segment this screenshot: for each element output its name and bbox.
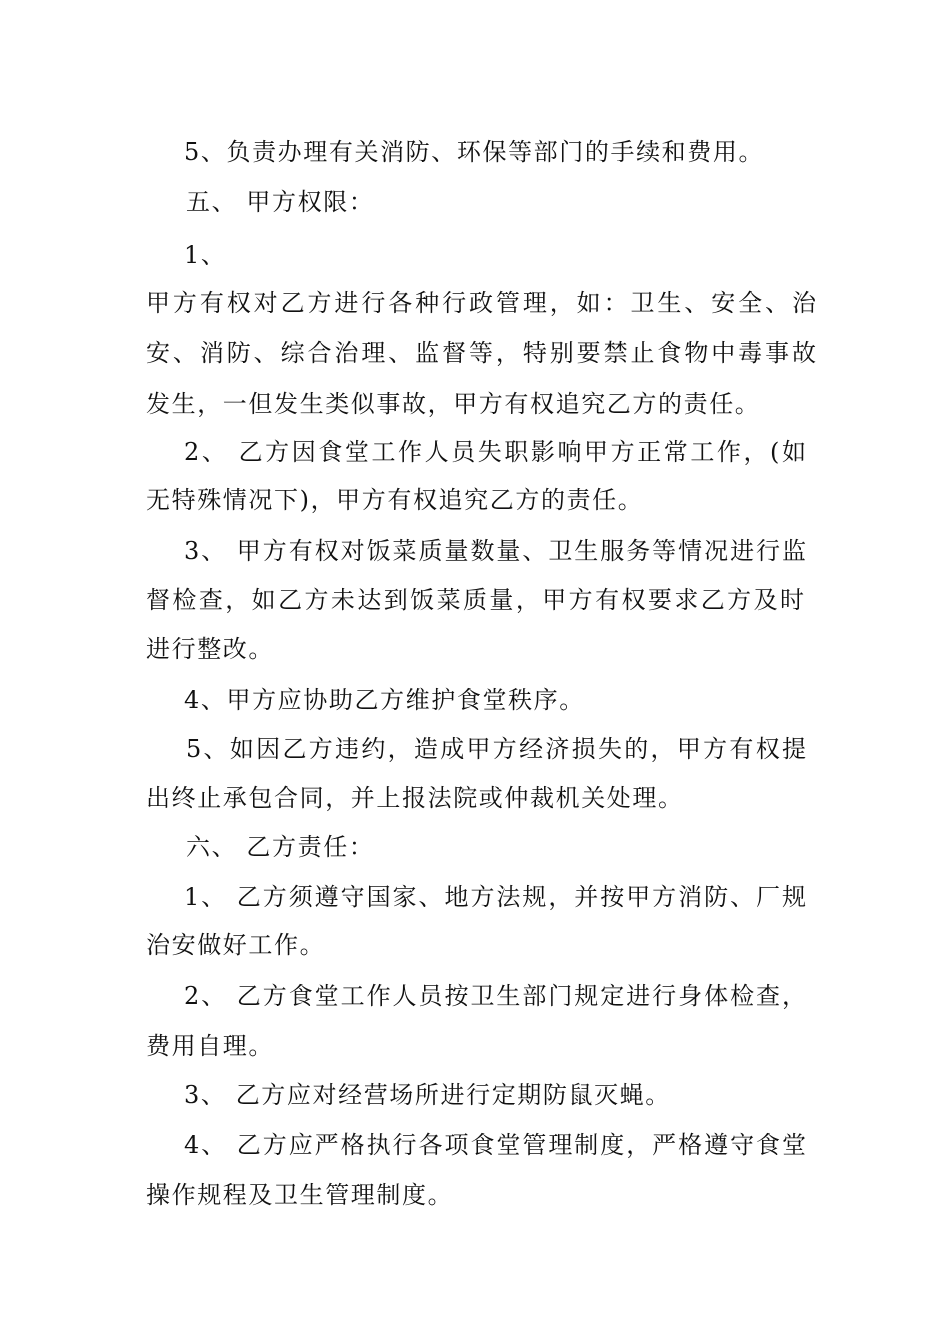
text-line: 2、 乙方因食堂工作人员失职影响甲方正常工作，(如 <box>184 438 806 466</box>
text-line: 1、 乙方须遵守国家、地方法规，并按甲方消防、厂规 <box>184 883 806 911</box>
text-line: 出终止承包合同，并上报法院或仲裁机关处理。 <box>146 784 684 812</box>
text-line: 3、 乙方应对经营场所进行定期防鼠灭蝇。 <box>184 1081 671 1109</box>
text-line: 2、 乙方食堂工作人员按卫生部门规定进行身体检查， <box>184 982 806 1010</box>
text-line: 4、甲方应协助乙方维护食堂秩序。 <box>184 686 585 714</box>
text-line: 进行整改。 <box>146 635 274 663</box>
text-line: 操作规程及卫生管理制度。 <box>146 1181 454 1209</box>
text-line: 3、 甲方有权对饭菜质量数量、卫生服务等情况进行监 <box>184 537 806 565</box>
section-heading: 六、 乙方责任： <box>186 833 375 861</box>
text-line: 费用自理。 <box>146 1032 274 1060</box>
text-line: 治安做好工作。 <box>146 931 326 959</box>
text-line: 甲方有权对乙方进行各种行政管理，如：卫生、安全、治 <box>146 289 816 317</box>
text-line: 4、 乙方应严格执行各项食堂管理制度，严格遵守食堂 <box>184 1131 806 1159</box>
text-line: 5、如因乙方违约，造成甲方经济损失的，甲方有权提 <box>186 735 806 763</box>
text-line: 安、消防、综合治理、监督等，特别要禁止食物中毒事故 <box>146 339 816 367</box>
text-line: 发生，一但发生类似事故，甲方有权追究乙方的责任。 <box>146 390 761 418</box>
text-line: 督检查，如乙方未达到饭菜质量，甲方有权要求乙方及时 <box>146 586 804 614</box>
text-line: 5、负责办理有关消防、环保等部门的手续和费用。 <box>184 138 765 166</box>
text-line: 无特殊情况下)，甲方有权追究乙方的责任。 <box>146 486 644 514</box>
section-heading: 五、 甲方权限： <box>186 188 375 216</box>
text-line: 1、 <box>184 241 227 269</box>
